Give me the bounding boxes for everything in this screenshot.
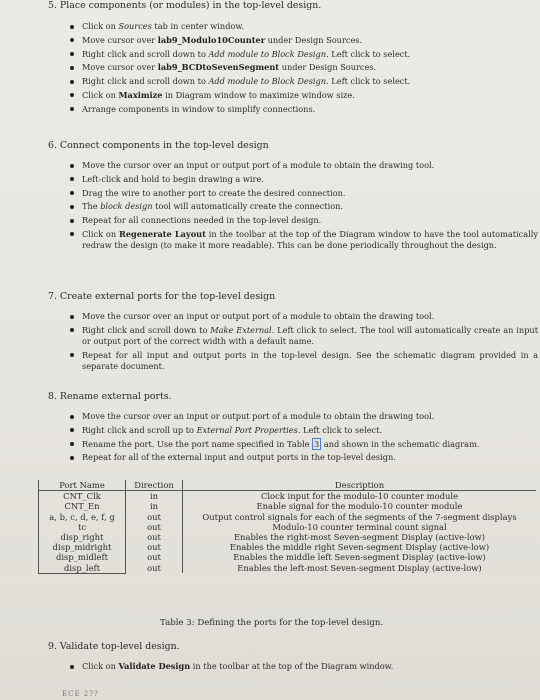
direction-cell: out [126,532,183,542]
list-item: Click on Validate Design in the toolbar at the top of the Diagram window. [62,661,536,672]
table-row [39,512,537,522]
direction-cell: out [126,563,183,574]
step-7-list [62,311,539,372]
list-item: Right click and scroll down to Make External. Left click to select. The tool will automatically create an input or output port of the correct width with a default name. [62,325,538,347]
table-header-row [39,480,537,491]
list-item: Repeat for all input and output ports in the top-level design. See the schematic diagram provided in a separate document. [62,350,538,372]
column-header-port-name: Port Name [39,480,126,491]
port-name-cell: a, b, c, d, e, f, g [39,512,126,522]
list-item: Left-click and hold to begin drawing a wire. [62,174,536,185]
step-8-list [62,411,536,464]
list-item: Repeat for all of the external input and output ports in the top-level design. [62,452,536,463]
port-name-cell: CNT_En [39,501,126,511]
step-9 [48,641,536,672]
page-footer: ECE 2?? [62,690,99,698]
port-name-cell: disp_midright [39,542,126,552]
list-item: Repeat for all connections needed in the top-level design. [62,215,536,226]
column-header-direction: Direction [126,480,183,491]
table-row [39,563,537,574]
direction-cell: in [126,491,183,502]
description-cell: Enable signal for the modulo-10 counter module [256,501,463,512]
table-row [39,552,537,562]
direction-cell: out [126,522,183,532]
list-item: Move the cursor over an input or output port of a module to obtain the drawing tool. [62,160,536,171]
table-row [39,532,537,542]
step-9-title: 9. Validate top-level design. [48,641,180,652]
description-cell: Output control signals for each of the segments of the 7-segment displays [202,511,517,522]
direction-cell: in [126,501,183,511]
step-6-title: 6. Connect components in the top-level design [48,140,269,151]
list-item: Click on Maximize in Diagram window to maximize window size. [62,90,536,101]
list-item: Right click and scroll down to Add module to Block Design. Left click to select. [62,76,536,87]
ports-table [38,480,536,574]
list-item: Drag the wire to another port to create the desired connection. [62,188,536,199]
list-item: Move the cursor over an input or output port of a module to obtain the drawing tool. [62,311,536,322]
list-item: Move cursor over lab9_Modulo10Counter under Design Sources. [62,35,536,46]
step-5-title: 5. Place components (or modules) in the top-level design. [48,0,322,11]
table-caption: Table 3: Defining the ports for the top-level design. [160,618,384,628]
description-cell: Modulo-10 counter terminal count signal [272,521,447,532]
direction-cell: out [126,542,183,552]
step-8 [48,391,536,464]
step-7 [48,291,539,372]
direction-cell: out [126,552,183,562]
column-header-description: Description [183,480,537,491]
step-6-list [62,160,536,251]
list-item: Click on Sources tab in center window. [62,21,536,32]
table-row [39,522,537,532]
port-name-cell: tc [39,522,126,532]
description-cell: Clock input for the modulo-10 counter module [260,491,459,502]
list-item: Right click and scroll up to External Port Properties. Left click to select. [62,425,536,436]
description-cell: Enables the right-most Seven-segment Display (active-low) [233,532,486,543]
description-cell: Enables the left-most Seven-segment Display (active-low) [237,562,482,573]
list-item: Rename the port. Use the port name specified in Table 3 and shown in the schematic diagram. [62,439,536,450]
step-9-list [62,661,536,672]
list-item: Move the cursor over an input or output port of a module to obtain the drawing tool. [62,411,536,422]
step-7-title: 7. Create external ports for the top-level design [48,291,276,302]
list-item: Click on Regenerate Layout in the toolbar at the top of the Diagram window to have the tool automatically redraw the design (to make it more readable). This can be done periodically throughout the design. [62,229,538,251]
list-item: Arrange components in window to simplify connections. [62,104,536,115]
port-name-cell: disp_right [39,532,126,542]
step-8-title: 8. Rename external ports. [48,391,172,402]
port-name-cell: disp_midleft [39,552,126,562]
description-cell: Enables the middle left Seven-segment Display (active-low) [233,552,486,563]
table-reference-link[interactable]: 3 [314,438,320,449]
list-item: Move cursor over lab9_BCDtoSevenSegment under Design Sources. [62,62,536,73]
list-item: Right click and scroll down to Add module to Block Design. Left click to select. [62,49,536,60]
table-row [39,501,537,511]
table-row [39,491,537,502]
description-cell: Enables the middle right Seven-segment Display (active-low) [229,542,490,553]
step-6 [48,140,536,251]
step-5 [48,0,536,115]
direction-cell: out [126,512,183,522]
step-5-list [62,21,536,115]
port-name-cell: disp_left [39,563,126,574]
port-name-cell: CNT_Clk [39,491,126,502]
list-item: The block design tool will automatically create the connection. [62,201,536,212]
table-row [39,542,537,552]
